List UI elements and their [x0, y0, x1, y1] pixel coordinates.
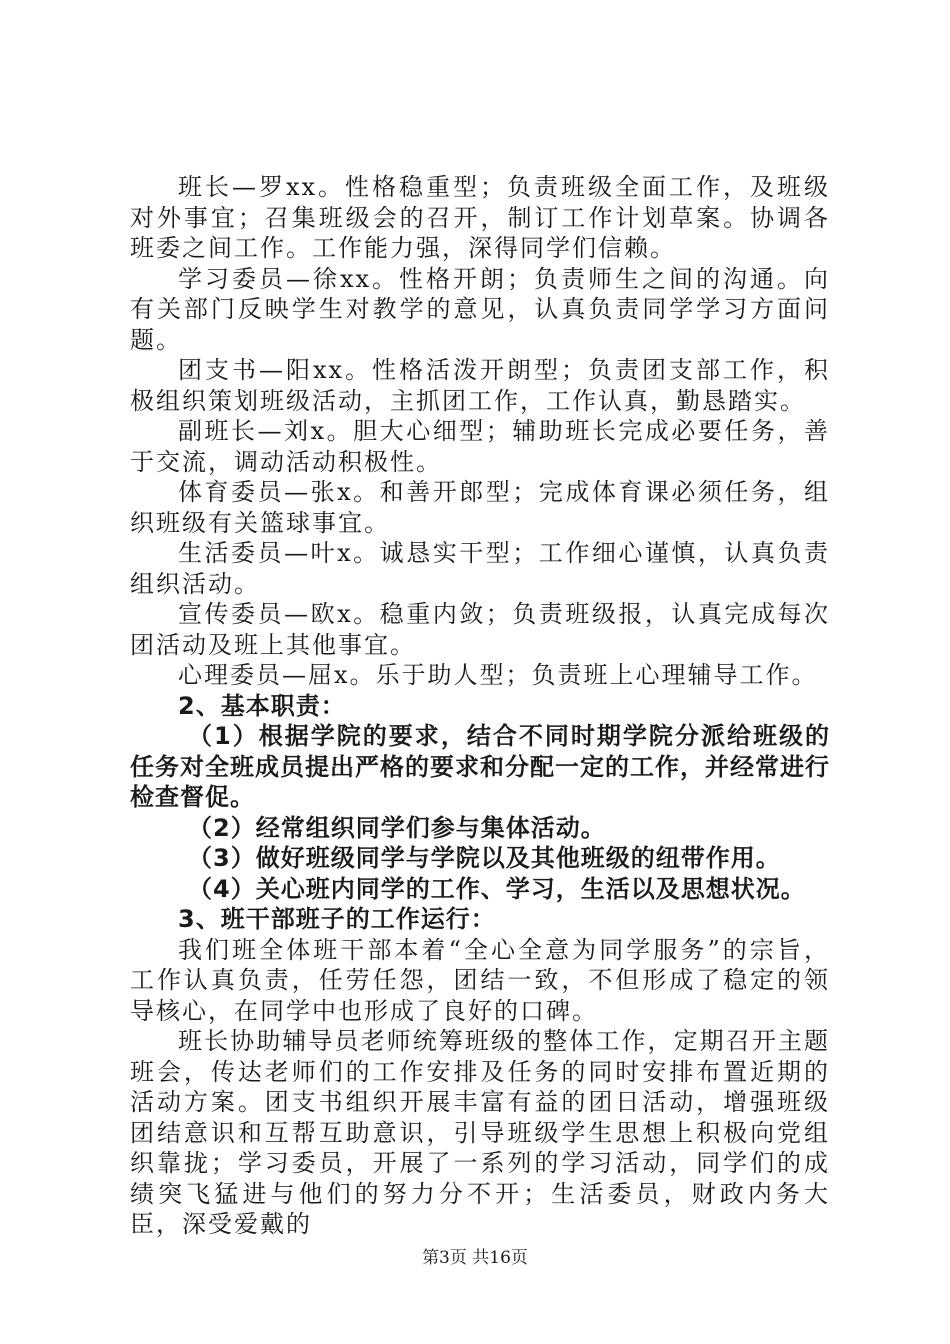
paragraph-team-spirit: 我们班全体班干部本着“全心全意为同学服务”的宗旨，工作认真负责，任劳任怨，团结一致，不但形成了稳定的领导核心，在同学中也形成了良好的口碑。 [130, 935, 830, 1025]
duty-item-3: （3）做好班级同学与学院以及其他班级的纽带作用。 [188, 844, 781, 872]
paragraph-study-committee: 学习委员—徐xx。性格开朗；负责师生之间的沟通。向有关部门反映学生对教学的意见，认真负责同学学习方面问题。 [130, 264, 830, 354]
paragraph-life-committee: 生活委员—叶x。诚恳实干型；工作细心谨慎，认真负责组织活动。 [130, 539, 830, 598]
duty-item-2: （2）经常组织同学们参与集体活动。 [188, 813, 606, 842]
heading-team-operation: 3、班干部班子的工作运行： [178, 905, 496, 933]
paragraph-class-monitor: 班长—罗xx。性格稳重型；负责班级全面工作，及班级对外事宜；召集班级会的召开，制订工作计划草案。协调各班委之间工作。工作能力强，深得同学们信赖。 [130, 173, 830, 262]
duty-item-4: （4）关心班内同学的工作、学习，生活以及思想状况。 [188, 874, 806, 903]
paragraph-team-work: 班长协助辅导员老师统筹班级的整体工作，定期召开主题班会，传达老师们的工作安排及任务的同时安排布置近期的活动方案。团支书组织开展丰富有益的团日活动，增强班级团结意识和互帮互助意识，引导班级学生思想上积极向党组织靠拢；学习委员，开展了一系列的学习活动，同学们的成绩突飞猛进与他们的努力分不开；生活委员，财政内务大臣，深受爱戴的 [130, 1027, 830, 1238]
paragraph-vice-monitor: 副班长—刘x。胆大心细型；辅助班长完成必要任务，善于交流，调动活动积极性。 [130, 417, 830, 476]
paragraph-psychology-committee: 心理委员—屈x。乐于助人型；负责班上心理辅导工作。 [178, 661, 818, 689]
paragraph-sports-committee: 体育委员—张x。和善开郎型；完成体育课必须任务，组织班级有关篮球事宜。 [130, 478, 830, 537]
heading-basic-duties: 2、基本职责： [178, 691, 346, 720]
paragraph-publicity-committee: 宣传委员—欧x。稳重内敛；负责班级报，认真完成每次团活动及班上其他事宜。 [130, 600, 830, 659]
document-body [130, 172, 830, 1240]
duty-item-1: （1）根据学院的要求，结合不同时期学院分派给班级的任务对全班成员提出严格的要求和分配一定的工作，并经常进行检查督促。 [130, 722, 830, 811]
page-number-footer: 第3页 共16页 [422, 1248, 528, 1268]
paragraph-league-secretary: 团支书—阳xx。性格活泼开朗型；负责团支部工作，积极组织策划班级活动，主抓团工作，工作认真，勤恳踏实。 [130, 356, 830, 415]
